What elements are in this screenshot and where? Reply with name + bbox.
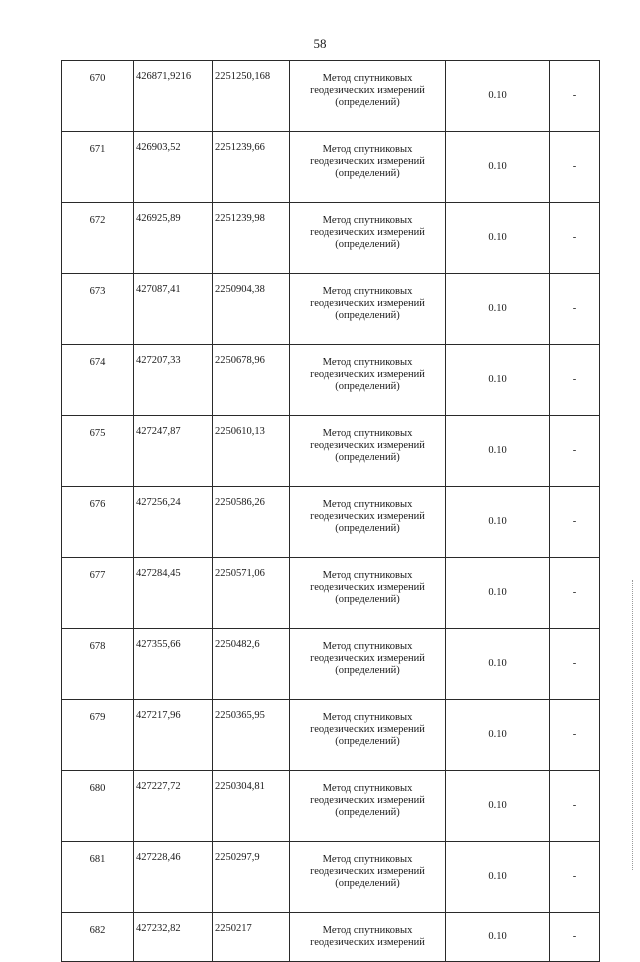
accuracy-cell: 0.10 bbox=[446, 842, 550, 913]
method-line: геодезических измерений bbox=[310, 937, 425, 948]
method-cell bbox=[290, 274, 446, 345]
point-number-cell: 671 bbox=[62, 132, 134, 203]
accuracy-cell: 0.10 bbox=[446, 416, 550, 487]
y-coordinate-cell: 2250297,9 bbox=[213, 842, 290, 913]
method-line: Метод спутниковых bbox=[322, 854, 413, 865]
table-row bbox=[62, 61, 600, 132]
method-line: Метод спутниковых bbox=[322, 783, 413, 794]
x-coordinate-cell: 426925,89 bbox=[134, 203, 213, 274]
y-coordinate-cell: 2250904,38 bbox=[213, 274, 290, 345]
y-coordinate-cell: 2250610,13 bbox=[213, 416, 290, 487]
method-cell bbox=[290, 61, 446, 132]
point-number-cell: 672 bbox=[62, 203, 134, 274]
method-line: Метод спутниковых bbox=[322, 499, 413, 510]
coordinates-table bbox=[61, 60, 600, 962]
accuracy-cell: 0.10 bbox=[446, 629, 550, 700]
page-number: 58 bbox=[313, 36, 327, 51]
accuracy-cell: 0.10 bbox=[446, 700, 550, 771]
method-line: (определений) bbox=[335, 523, 400, 534]
x-coordinate-cell: 427228,46 bbox=[134, 842, 213, 913]
accuracy-cell: 0.10 bbox=[446, 132, 550, 203]
method-line: геодезических измерений bbox=[310, 866, 425, 877]
method-cell bbox=[290, 629, 446, 700]
table-row bbox=[62, 558, 600, 629]
table-row bbox=[62, 487, 600, 558]
method-cell bbox=[290, 487, 446, 558]
point-number-cell: 676 bbox=[62, 487, 134, 558]
method-cell bbox=[290, 771, 446, 842]
x-coordinate-cell: 427217,96 bbox=[134, 700, 213, 771]
method-line: Метод спутниковых bbox=[322, 428, 413, 439]
table-row bbox=[62, 913, 600, 962]
y-coordinate-cell: 2250571,06 bbox=[213, 558, 290, 629]
extra-cell: - bbox=[550, 842, 600, 913]
extra-cell: - bbox=[550, 416, 600, 487]
point-number-cell: 674 bbox=[62, 345, 134, 416]
accuracy-cell: 0.10 bbox=[446, 61, 550, 132]
method-cell bbox=[290, 558, 446, 629]
accuracy-cell: 0.10 bbox=[446, 487, 550, 558]
x-coordinate-cell: 427227,72 bbox=[134, 771, 213, 842]
extra-cell: - bbox=[550, 274, 600, 345]
table-row bbox=[62, 345, 600, 416]
method-cell bbox=[290, 345, 446, 416]
x-coordinate-cell: 426871,9216 bbox=[134, 61, 213, 132]
point-number-cell: 675 bbox=[62, 416, 134, 487]
y-coordinate-cell: 2250365,95 bbox=[213, 700, 290, 771]
method-line: (определений) bbox=[335, 594, 400, 605]
extra-cell: - bbox=[550, 771, 600, 842]
method-cell bbox=[290, 842, 446, 913]
extra-cell: - bbox=[550, 61, 600, 132]
y-coordinate-cell: 2251239,66 bbox=[213, 132, 290, 203]
method-line: (определений) bbox=[335, 452, 400, 463]
method-line: геодезических измерений bbox=[310, 369, 425, 380]
x-coordinate-cell: 427232,82 bbox=[134, 913, 213, 962]
method-line: геодезических измерений bbox=[310, 582, 425, 593]
table-row bbox=[62, 132, 600, 203]
y-coordinate-cell: 2251239,98 bbox=[213, 203, 290, 274]
point-number-cell: 679 bbox=[62, 700, 134, 771]
extra-cell: - bbox=[550, 629, 600, 700]
method-line: геодезических измерений bbox=[310, 795, 425, 806]
method-line: (определений) bbox=[335, 381, 400, 392]
extra-cell: - bbox=[550, 203, 600, 274]
accuracy-cell: 0.10 bbox=[446, 203, 550, 274]
method-line: Метод спутниковых bbox=[322, 641, 413, 652]
extra-cell: - bbox=[550, 558, 600, 629]
method-line: (определений) bbox=[335, 807, 400, 818]
method-line: (определений) bbox=[335, 878, 400, 889]
method-line: геодезических измерений bbox=[310, 227, 425, 238]
table-row bbox=[62, 203, 600, 274]
method-line: геодезических измерений bbox=[310, 653, 425, 664]
accuracy-cell: 0.10 bbox=[446, 771, 550, 842]
point-number-cell: 680 bbox=[62, 771, 134, 842]
table-row bbox=[62, 771, 600, 842]
method-line: геодезических измерений bbox=[310, 511, 425, 522]
point-number-cell: 673 bbox=[62, 274, 134, 345]
point-number-cell: 678 bbox=[62, 629, 134, 700]
y-coordinate-cell: 2250482,6 bbox=[213, 629, 290, 700]
extra-cell: - bbox=[550, 700, 600, 771]
method-line: (определений) bbox=[335, 736, 400, 747]
y-coordinate-cell: 2251250,168 bbox=[213, 61, 290, 132]
method-cell bbox=[290, 416, 446, 487]
x-coordinate-cell: 427256,24 bbox=[134, 487, 213, 558]
accuracy-cell: 0.10 bbox=[446, 274, 550, 345]
y-coordinate-cell: 2250678,96 bbox=[213, 345, 290, 416]
accuracy-cell: 0.10 bbox=[446, 345, 550, 416]
y-coordinate-cell: 2250217 bbox=[213, 913, 290, 962]
method-line: Метод спутниковых bbox=[322, 712, 413, 723]
x-coordinate-cell: 427207,33 bbox=[134, 345, 213, 416]
method-cell bbox=[290, 913, 446, 962]
method-line: (определений) bbox=[335, 168, 400, 179]
point-number-cell: 670 bbox=[62, 61, 134, 132]
method-line: геодезических измерений bbox=[310, 440, 425, 451]
point-number-cell: 677 bbox=[62, 558, 134, 629]
method-cell bbox=[290, 203, 446, 274]
extra-cell: - bbox=[550, 913, 600, 962]
method-line: Метод спутниковых bbox=[322, 73, 413, 84]
method-line: Метод спутниковых bbox=[322, 144, 413, 155]
extra-cell: - bbox=[550, 487, 600, 558]
method-line: (определений) bbox=[335, 310, 400, 321]
y-coordinate-cell: 2250586,26 bbox=[213, 487, 290, 558]
table-row bbox=[62, 842, 600, 913]
method-line: геодезических измерений bbox=[310, 156, 425, 167]
point-number-cell: 681 bbox=[62, 842, 134, 913]
x-coordinate-cell: 427355,66 bbox=[134, 629, 213, 700]
table-row bbox=[62, 629, 600, 700]
method-cell bbox=[290, 132, 446, 203]
scan-edge-artifact bbox=[632, 580, 634, 870]
accuracy-cell: 0.10 bbox=[446, 913, 550, 962]
method-line: геодезических измерений bbox=[310, 298, 425, 309]
table-row bbox=[62, 700, 600, 771]
method-line: Метод спутниковых bbox=[322, 925, 413, 936]
coordinates-table-body bbox=[62, 61, 600, 962]
x-coordinate-cell: 427087,41 bbox=[134, 274, 213, 345]
method-line: геодезических измерений bbox=[310, 724, 425, 735]
method-line: Метод спутниковых bbox=[322, 570, 413, 581]
method-cell bbox=[290, 700, 446, 771]
method-line: (определений) bbox=[335, 665, 400, 676]
accuracy-cell: 0.10 bbox=[446, 558, 550, 629]
point-number-cell: 682 bbox=[62, 913, 134, 962]
method-line: Метод спутниковых bbox=[322, 286, 413, 297]
extra-cell: - bbox=[550, 345, 600, 416]
table-row bbox=[62, 274, 600, 345]
method-line: Метод спутниковых bbox=[322, 215, 413, 226]
x-coordinate-cell: 426903,52 bbox=[134, 132, 213, 203]
x-coordinate-cell: 427284,45 bbox=[134, 558, 213, 629]
method-line: (определений) bbox=[335, 239, 400, 250]
x-coordinate-cell: 427247,87 bbox=[134, 416, 213, 487]
method-line: геодезических измерений bbox=[310, 85, 425, 96]
y-coordinate-cell: 2250304,81 bbox=[213, 771, 290, 842]
method-line: Метод спутниковых bbox=[322, 357, 413, 368]
method-line: (определений) bbox=[335, 97, 400, 108]
table-row bbox=[62, 416, 600, 487]
extra-cell: - bbox=[550, 132, 600, 203]
